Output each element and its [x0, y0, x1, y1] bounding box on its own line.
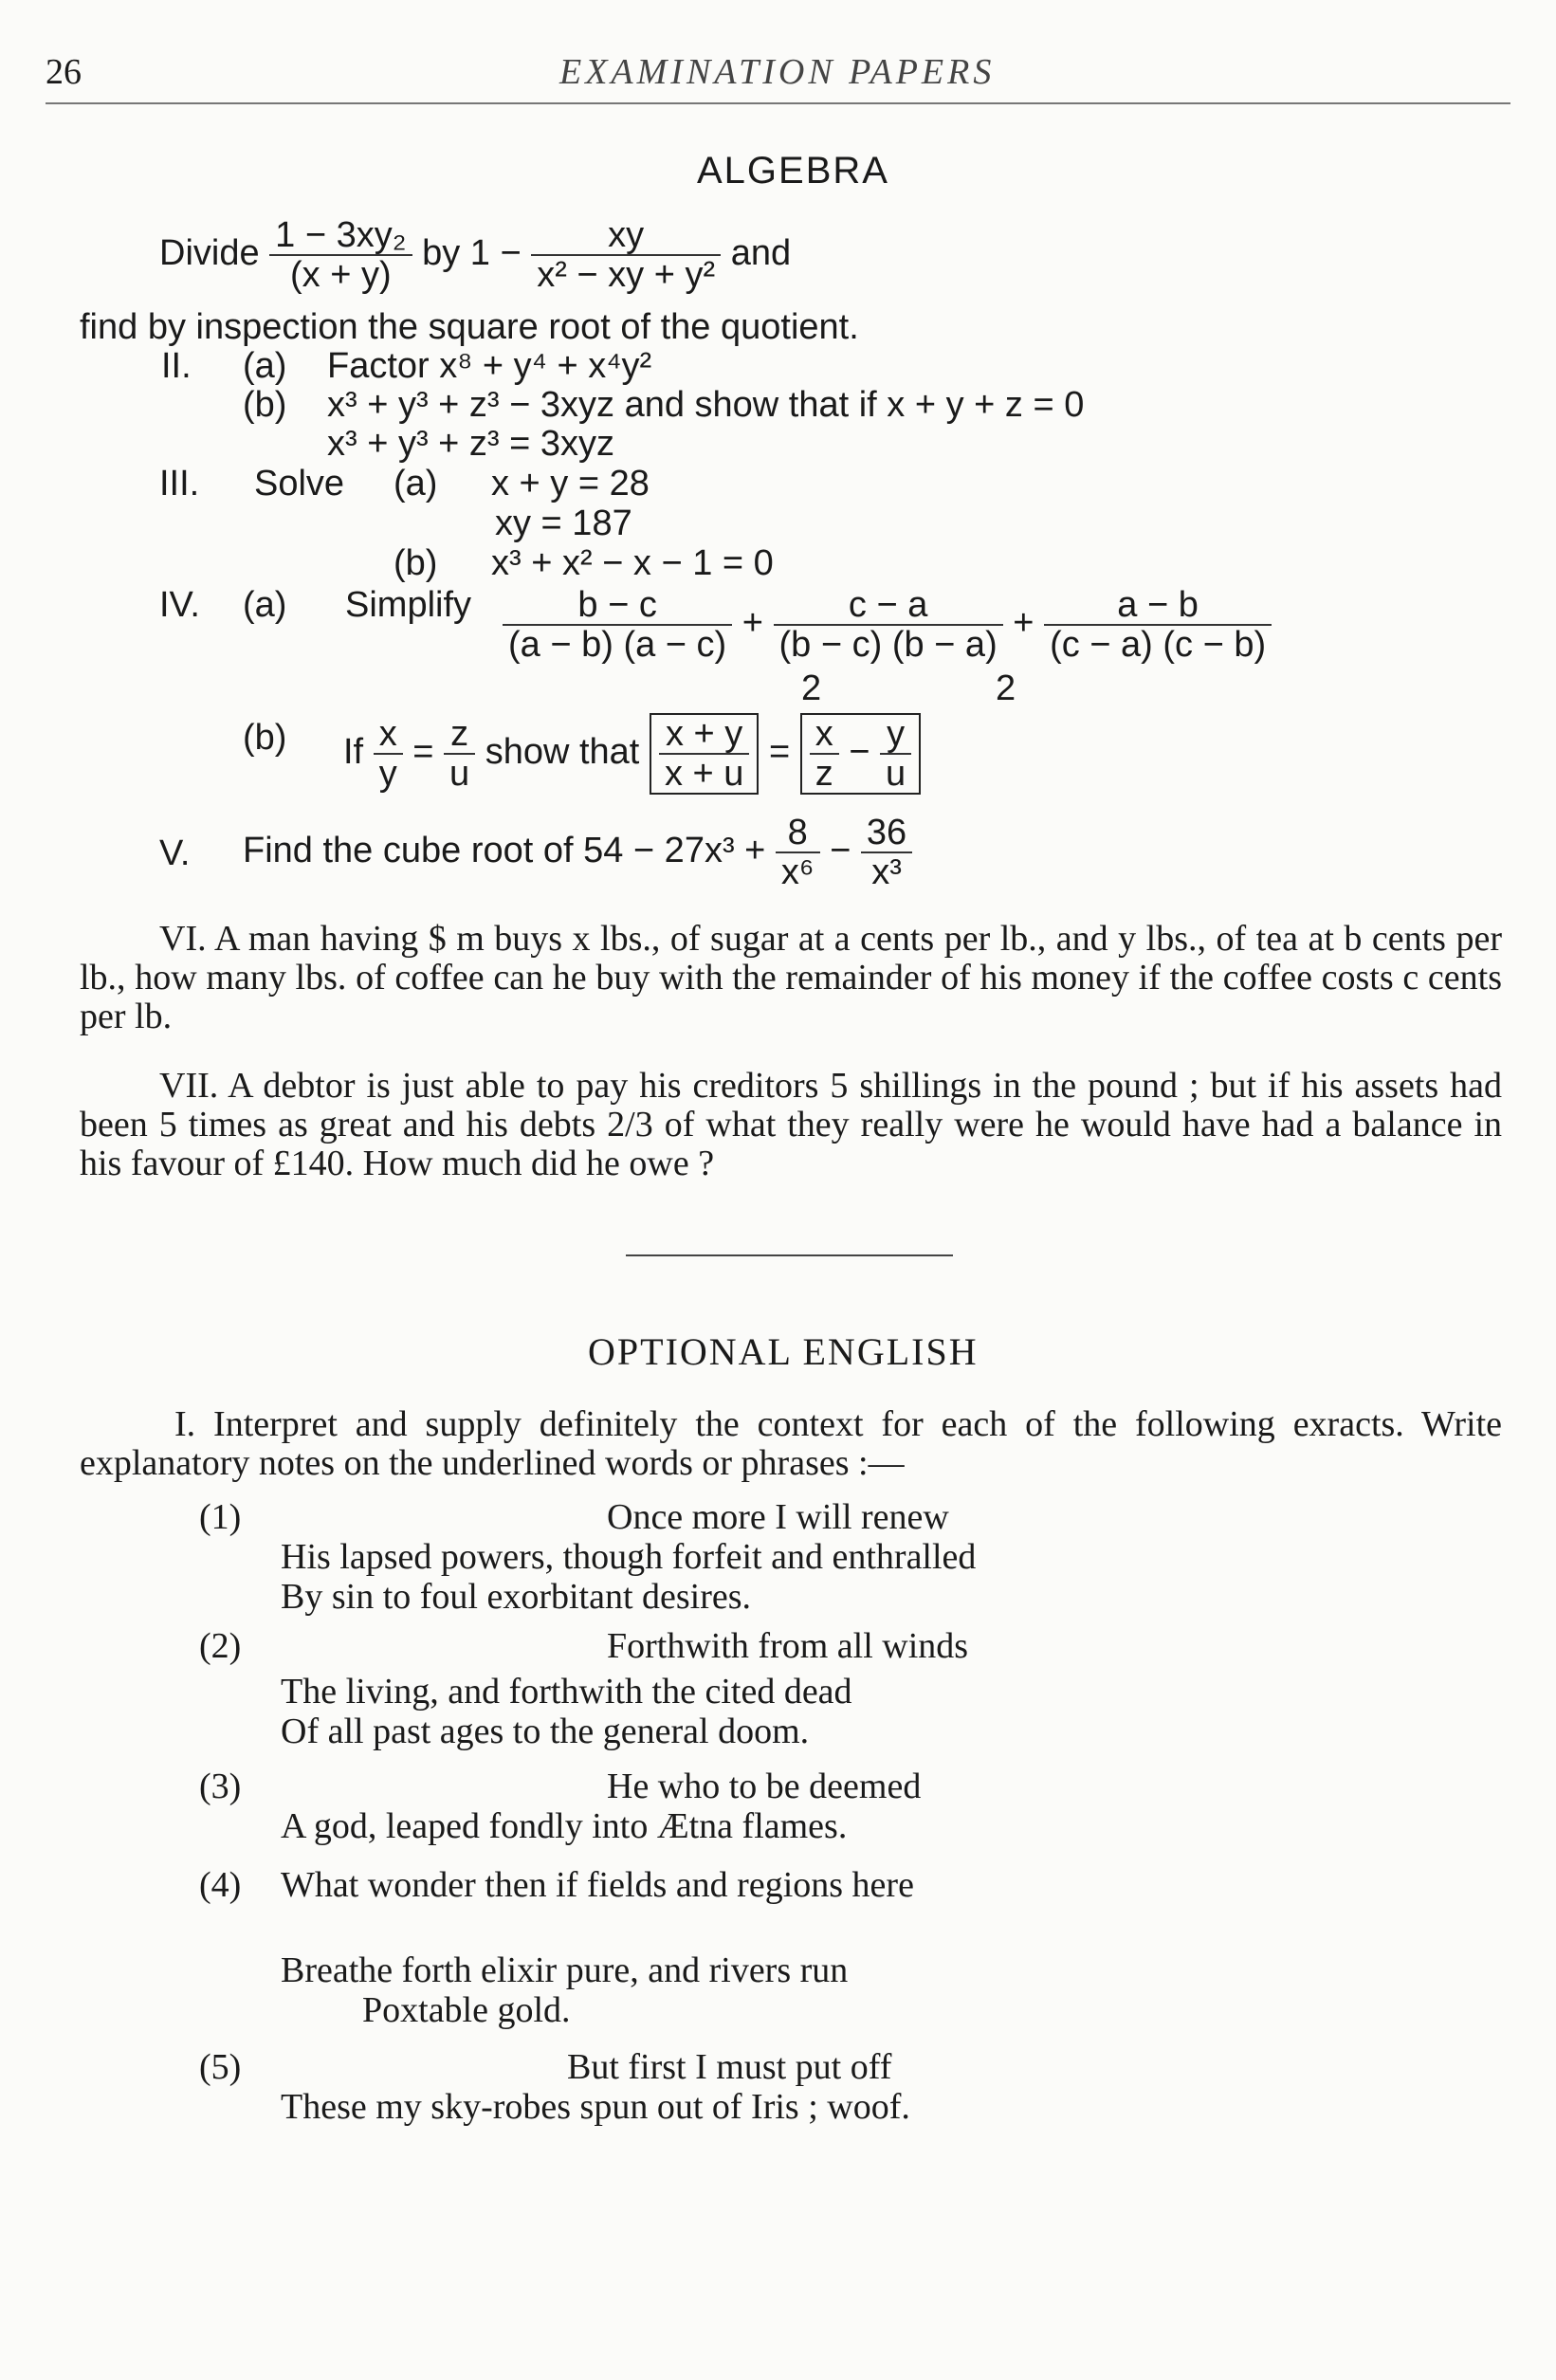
q4-b2-b: z [815, 754, 833, 794]
q1-divide: Divide [159, 233, 260, 274]
q4-b2-c: y [880, 715, 911, 755]
q7-text: VII. A debtor is just able to pay his creditors 5 shillings in the pound ; but if his assets had been 5 times as great and his debts 2/3 of what they really were he would have had a balance in his favour of £140. How much did he owe ? [80, 1066, 1502, 1183]
q2-b-text: x³ + y³ + z³ − 3xyz and show that if x + y + z = 0 [327, 385, 1085, 425]
q3-b-eq: x³ + x² − x − 1 = 0 [491, 543, 774, 583]
q4-simplify: Simplify [345, 585, 472, 625]
q5-f1-num: 8 [776, 814, 820, 853]
q4-b2-a: x [810, 715, 839, 755]
q4-b2-d: u [886, 754, 906, 794]
q4-f1-num: b − c [503, 586, 732, 626]
q1-frac1: $\frac{\text{1 − 3xy₂}}{(x + y)}$ [269, 216, 412, 294]
extract-5-line-2: These my sky-robes spun out of Iris ; woof. [281, 2087, 910, 2127]
q4-exp2: 2 [996, 668, 1016, 708]
q2-b-text2: x³ + y³ + z³ = 3xyz [327, 424, 615, 464]
q4-r2-num: z [444, 715, 475, 755]
q4-plus-1: + [741, 603, 763, 644]
header-rule [46, 102, 1510, 104]
extract-5-line-1: But first I must put off [567, 2047, 892, 2087]
extract-4-line-2: Breathe forth elixir pure, and rivers run [281, 1950, 849, 1990]
extract-3-line-1: He who to be deemed [607, 1767, 922, 1806]
extract-4-line-1: What wonder then if fields and regions here [281, 1865, 914, 1905]
q2-a-label: (a) [243, 346, 287, 386]
q1-expression [159, 216, 791, 294]
q1-by: by 1 − [422, 233, 522, 274]
q3-solve: Solve [254, 464, 345, 503]
q1-frac2: $\frac{xy}{\text{x² − xy + y²}}$ [531, 216, 721, 294]
q4-show: show that [485, 732, 640, 773]
q6-text: VI. A man having $ m buys x lbs., of sugar at a cents per lb., and y lbs., of tea at b cents per lb., how many lbs. of coffee can he buy with the remainder of his money if the coffee costs c cents per lb. [80, 919, 1502, 1036]
q4-b-expression [343, 713, 921, 795]
q4-a-label: (a) [243, 585, 287, 625]
q5-f2-den: x³ [871, 852, 902, 892]
q4-r1-num: x [374, 715, 403, 755]
q4-f2-num: c − a [774, 586, 1003, 626]
extract-num-2: (2) [199, 1626, 242, 1666]
q4-exp1: 2 [801, 668, 822, 708]
q1-and: and [730, 233, 792, 274]
english-title: OPTIONAL ENGLISH [588, 1330, 979, 1373]
q5-minus: − [830, 831, 851, 871]
extract-num-4: (4) [199, 1865, 242, 1905]
q5-label: V. [159, 833, 191, 873]
extract-num-1: (1) [199, 1497, 242, 1537]
q4-minus: − [849, 732, 870, 773]
q4-f1-den: (a − b) (a − c) [508, 625, 727, 665]
q3-b-label: (b) [394, 543, 438, 583]
q4-label: IV. [159, 585, 200, 625]
q3-label: III. [159, 464, 200, 503]
extract-2-line-2: The living, and forthwith the cited dead [281, 1672, 852, 1712]
q2-a-text: Factor x⁸ + y⁴ + x⁴y² [327, 346, 652, 386]
q4-eq-1: = [412, 732, 434, 773]
q5-expression [243, 814, 912, 891]
extract-2-line-3: Of all past ages to the general doom. [281, 1712, 810, 1751]
q5-f2-num: 36 [861, 814, 912, 853]
q4-f2-den: (b − c) (b − a) [778, 625, 998, 665]
q3-a-eq2: xy = 187 [495, 503, 632, 543]
extract-num-3: (3) [199, 1767, 242, 1806]
q5-text: Find the cube root of 54 − 27x³ + [243, 831, 766, 871]
english-intro: I. Interpret and supply definitely the context for each of the following exracts. Write explanatory notes on the underlined words or phrases :— [80, 1404, 1502, 1483]
q4-bracket-right [800, 713, 921, 795]
extract-1-line-2: His lapsed powers, though forfeit and enthralled [281, 1537, 977, 1577]
section-separator [626, 1254, 953, 1256]
extract-1-line-3: By sin to foul exorbitant desires. [281, 1577, 752, 1617]
extract-4-line-3: Poxtable gold. [362, 1990, 571, 2030]
q4-if: If [343, 732, 364, 773]
page-number: 26 [46, 52, 82, 92]
q4-plus-2: + [1013, 603, 1034, 644]
extract-1-line-1: Once more I will renew [607, 1497, 949, 1537]
extract-3-line-2: A god, leaped fondly into Ætna flames. [281, 1806, 848, 1846]
q4-b-label: (b) [243, 718, 287, 758]
q4-b1-den: x + u [664, 754, 744, 794]
q3-a-eq1: x + y = 28 [491, 464, 650, 503]
q3-a-label: (a) [394, 464, 438, 503]
q4-bracket-left [650, 713, 759, 795]
q4-f3-den: (c − a) (c − b) [1050, 625, 1267, 665]
q2-b-label: (b) [243, 385, 287, 425]
q4-eq-2: = [768, 732, 791, 773]
q2-label: II. [161, 346, 192, 386]
q4-f3-num: a − b [1044, 586, 1272, 626]
q1-line2: find by inspection the square root of the quotient. [80, 307, 859, 347]
q4-r1-den: y [378, 754, 397, 794]
algebra-title: ALGEBRA [697, 150, 889, 192]
q4-b1-num: x + y [659, 715, 749, 755]
q5-f1-den: x⁶ [780, 852, 815, 892]
q4-frac1 [503, 586, 1272, 664]
q4-r2-den: u [449, 754, 470, 794]
extract-num-5: (5) [199, 2047, 242, 2087]
running-title: EXAMINATION PAPERS [559, 52, 996, 92]
extract-2-line-1: Forthwith from all winds [607, 1626, 969, 1666]
